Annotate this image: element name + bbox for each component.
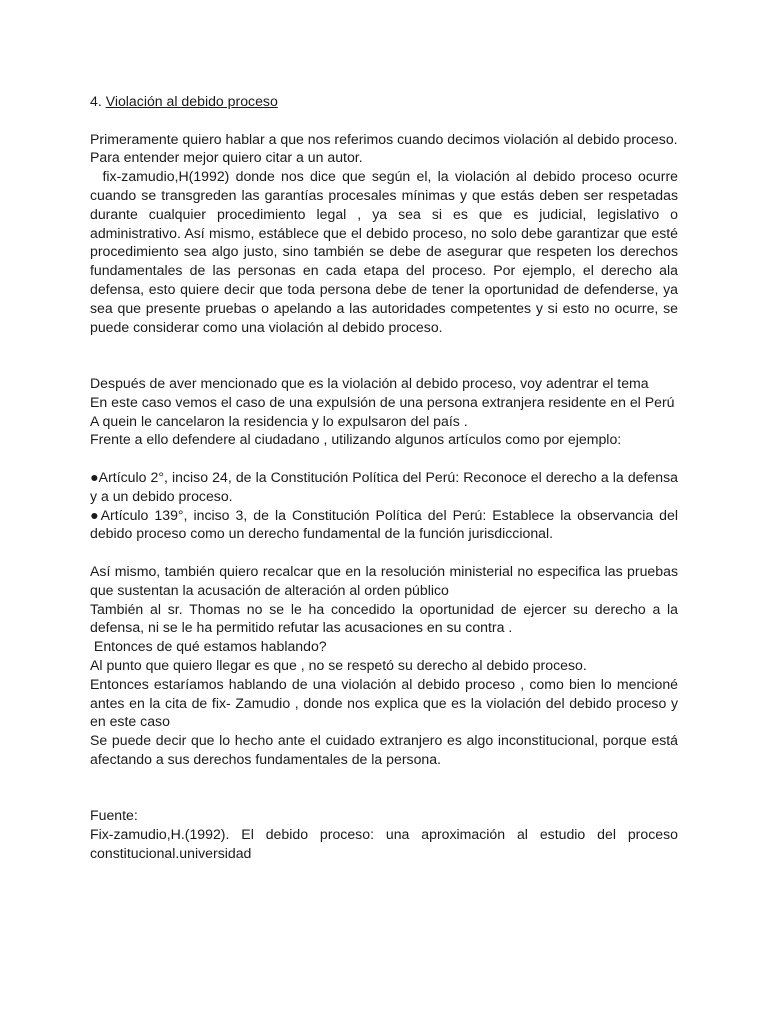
article-item-1: ●Artículo 2°, inciso 24, de la Constitución Política del Perú: Reconoce el derecho a la defensa y a un debido proceso. — [90, 468, 678, 504]
article-item-2: ●Artículo 139°, inciso 3, de la Constitución Política del Perú: Establece la observancia del debido proceso como un derecho fundamental de la función jurisdiccional. — [90, 506, 678, 542]
source-label: Fuente: — [90, 807, 138, 824]
case-block — [90, 374, 678, 449]
intro-paragraph-1: Primeramente quiero hablar a que nos referimos cuando decimos violación al debido proceso. — [90, 130, 678, 147]
case-line-3: A quein le cancelaron la residencia y lo expulsaron del país . — [90, 412, 468, 429]
case-line-1: Después de aver mencionado que es la violación al debido proceso, voy adentrar el tema — [90, 374, 649, 391]
intro-paragraph-2: Para entender mejor quiero citar a un autor. — [90, 149, 363, 166]
argument-block — [90, 562, 678, 769]
source-citation: Fix-zamudio,H.(1992). El debido proceso: una aproximación al estudio del proceso constitucional.universidad — [90, 826, 678, 861]
case-line-2: En este caso vemos el caso de una expulsión de una persona extranjera residente en el Perú — [90, 393, 675, 410]
intro-paragraph-3: fix-zamudio,H(1992) donde nos dice que según el, la violación al debido proceso ocurre cuando se transgreden las garantías procesales mínimas y que estás deben ser respetadas durante cualquier procedimiento legal , ya sea si es que es judicial, legislativo o administrativo. Así mismo, estáblece que el debido proceso, no solo debe garantizar que esté procedimiento sea algo justo, sino también se debe de asegurar que respeten los derechos fundamentales de las personas en cada etapa del proceso. Por ejemplo, el derecho ala defensa, esto quiere decir que toda persona debe de tener la oportunidad de defenderse, ya sea que presente pruebas o apelando a las autoridades competentes y si esto no ocurre, se puede considerar como una violación al debido proceso. — [90, 168, 682, 335]
argument-paragraph-6: Se puede decir que lo hecho ante el cuidado extranjero es algo inconstitucional, porque está afectando a sus derechos fundamentales de la persona. — [90, 732, 678, 767]
source-block — [90, 806, 678, 862]
argument-paragraph-1: Así mismo, también quiero recalcar que en la resolución ministerial no especifica las pruebas que sustentan la acusación de alteración al orden público — [90, 562, 678, 598]
argument-paragraph-3: Entonces de qué estamos hablando? — [90, 638, 327, 655]
argument-paragraph-5: Entonces estaríamos hablando de una violación al debido proceso , como bien lo mencioné antes en la cita de fix- Zamudio , donde nos explica que es la violación del debido proceso y en este caso — [90, 675, 678, 730]
section-number: 4. — [90, 93, 102, 109]
argument-paragraph-4: Al punto que quiero llegar es que , no se respetó su derecho al debido proceso. — [90, 656, 587, 673]
intro-block — [90, 130, 682, 337]
case-line-4: Frente a ello defendere al ciudadano , utilizando algunos artículos como por ejemplo: — [90, 431, 622, 448]
argument-paragraph-2: También al sr. Thomas no se le ha concedido la oportunidad de ejercer su derecho a la defensa, ni se le ha permitido refutar las acusaciones en su contra . — [90, 600, 678, 636]
section-title: Violación al debido proceso — [105, 93, 278, 109]
document-page — [90, 92, 682, 863]
section-heading — [90, 92, 678, 111]
articles-list — [90, 468, 678, 543]
